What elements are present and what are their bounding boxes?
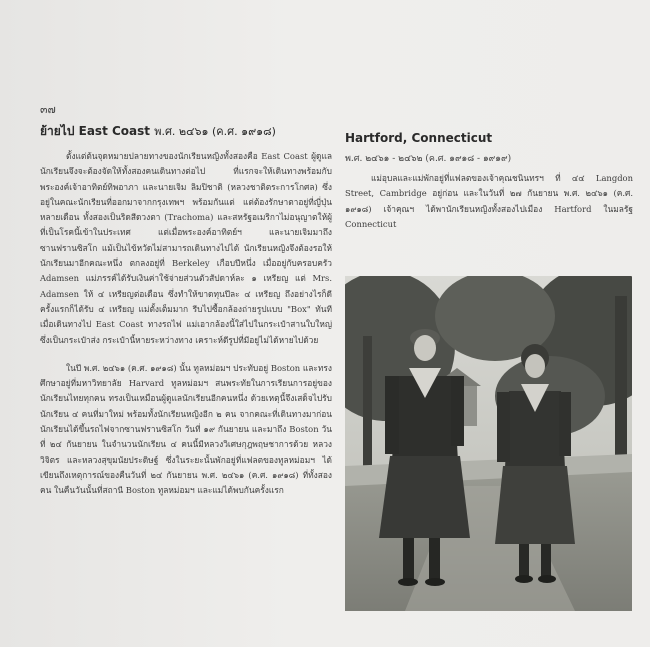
photo-illustration xyxy=(345,276,632,611)
right-column xyxy=(345,131,633,232)
section-dates: พ.ศ. ๒๔๖๑ - ๒๔๖๒ (ค.ศ. ๑๙๑๘ - ๑๙๑๙) xyxy=(345,154,512,164)
body-paragraph-2: ในปี พ.ศ. ๒๔๖๑ (ค.ศ. ๑๙๑๘) นั้น ทูลหม่อมฯ ประทับอยู่ Boston และทรงศึกษาอยู่ที่มหาวิทยาลัย Harvard ทูลหม่อมฯ สนพระทัยในการเรียนการอยู่ของนักเรียนไทยทุกคน ทรงเป็นเหมือนผู้ดูแลนักเรียนอีกคนหนึ่ง ด้วยเหตุนี้จึงเสด็จไปรับนักเรียน ๔ คนที่มาใหม่ พร้อมทั้งนักเรียนหญิงอีก ๒ คน จากคณะที่เดินทางมาก่อน นักเรียนได้ขึ้นรถไฟจากซานฟรานซิสโก วันที่ ๑๙ กันยายน และมาถึง Boston วันที่ ๒๔ กันยายน ในจำนวนนักเรียน ๔ คนนี้มีหลวงวิเศษกุฎพฤษชาการด้วย หลวงวิจิตร และหลวงสุขุมนัยประดิษฐ์ ซึ่งในระยะนั้นพักอยู่ที่แฟลตของทูลหม่อมฯ ได้เขียนถึงเหตุการณ์ของคืนวันที่ ๒๔ กันยายน พ.ศ. ๒๔๖๑ (ค.ศ. ๑๙๑๘) ที่ทั้งสองคน ในคืนวันนั้นที่สถานี Boston ทูลหม่อมฯ และแม่ได้พบกันครั้งแรก xyxy=(40,362,332,496)
photo-caption-text: แม่อุบลและแม่พักอยู่ที่แฟลตของเจ้าคุณชนินทรฯ ที่ ๔๔ Langdon Street, Cambridge อยู่ก่อน และในวันที่ ๒๗ กันยายน พ.ศ. ๒๔๖๑ (ค.ศ. ๑๙๑๘) เจ้าคุณฯ ได้พานักเรียนหญิงทั้งสองไปเมือง Hartford ในมลรัฐ Connecticut xyxy=(345,173,633,229)
section-heading-hartford: Hartford, Connecticut xyxy=(345,131,493,145)
historic-photo-two-girls xyxy=(345,276,632,611)
body-paragraph-1: ตั้งแต่ต้นจุดหมายปลายทางของนักเรียนหญิงทั้งสองคือ East Coast ผู้ดูแลนักเรียนจึงจะต้องจัดให้ทั้งสองคนเดินทางต่อไป ที่แรกจะให้เดินทางพร้อมกับพระองค์เจ้าอาทิตย์ทิพอาภา และนายเจิม ลิมปิชาติ (หลวงชาติตระการโกศล) ซึ่งอยู่ในคณะนักเรียนที่ออกมาจากกรุงเทพฯ พร้อมกันแต่ แต่ต้องรักษาตาอยู่ที่ญี่ปุ่นหลายเดือน ทั้งสองเป็นริดสีดวงตา (Trachoma) และสหรัฐอเมริกาไม่อนุญาตให้ผู้ที่เป็นโรคนี้เข้าในประเทศ แต่เมื่อพระองค์อาทิตย์ฯ และนายเจิมมาถึงซานฟรานซิสโก แม้เป็นไข้หวัดไม่สามารถเดินทางไปได้ นักเรียนหญิงจึงต้องรอให้นักเรียนมาอีกคณะหนึ่ง ตกลงอยู่ที่ Berkeley เกือบปีหนึ่ง เมื่ออยู่กับครอบครัว Adamsen แม่ภรรค์ได้รับเงินค่าใช้จ่ายส่วนตัวสัปดาห์ละ ๑ เหรียญ แต่ Mrs. Adamsen ให้ ๔ เหรียญต่อเดือน ซึ่งทำให้ขาดทุนปีละ ๔ เหรียญ ถึงอย่างไรก็ดี ครั้งแรกก็ได้รับ ๔ เหรียญ แม่ตั้งเต็มมาก รีบไปซื้อกล้องถ่ายรูปแบบ "Box" ทันที เมื่อเดินทางไป East Coast ทางรถไฟ แม่เอากล้องนี้ใส่ไปในกระเป๋าสานใบใหญ่ซึ่งเป็นกระเป๋าส่ง กระเป๋านี้หายระหว่างทาง เคราะห์ดีรูปที่มีอยู่ไม่ได้หายไปด้วย xyxy=(40,151,332,345)
heading-date: พ.ศ. ๒๔๖๑ (ค.ศ. ๑๙๑๘) xyxy=(154,125,276,138)
heading-title: ย้ายไป East Coast xyxy=(40,124,151,138)
page-number: ๓๗ xyxy=(40,103,56,116)
left-column xyxy=(40,122,332,499)
section-heading-east-coast xyxy=(40,122,332,141)
